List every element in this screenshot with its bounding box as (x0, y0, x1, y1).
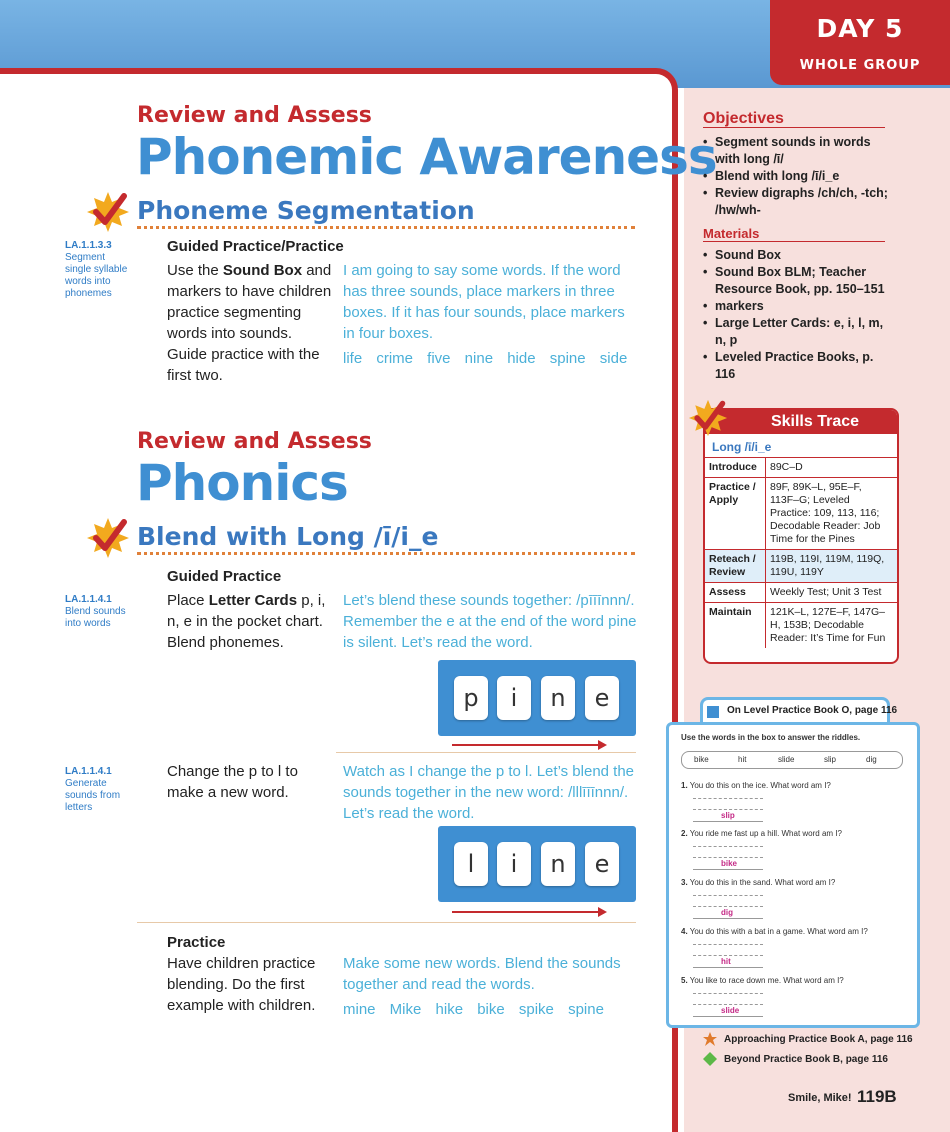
word-list: life crime five nine hide spine side (343, 350, 628, 367)
list-item: • markers (703, 298, 895, 315)
list-item: • Sound Box BLM; Teacher Resource Book, pp. 150–151 (703, 264, 895, 298)
list-item: • Sound Box (703, 247, 895, 264)
skills-trace-box (703, 408, 899, 664)
star-icon (703, 1032, 717, 1046)
practice-book-page (666, 722, 920, 1028)
letter-card: n (541, 676, 575, 720)
divider (336, 752, 636, 753)
dotted-divider (137, 552, 635, 555)
standard-note: LA.1.1.4.1 Generate sounds from letters (65, 766, 121, 813)
day-label: DAY 5 (816, 14, 904, 43)
practice-label: Guided Practice (167, 568, 282, 585)
checkmark-icon (86, 516, 130, 560)
section-title: Phonics (136, 454, 348, 512)
list-item: • Review digraphs /ch/ch, -tch; /hw/wh- (703, 185, 893, 219)
practice-instructions: Use the words in the box to answer the riddles. (681, 733, 861, 742)
instruction-text: Place Letter Cards p, i, n, e in the pocket chart. Blend phonemes. (167, 592, 326, 651)
materials-title: Materials (703, 226, 760, 241)
riddle-answer: slide (721, 1006, 740, 1015)
teacher-script: Watch as I change the p to l. Let’s blend the sounds together in the new word: /lllīīīnnn/. Let’s read the word. (343, 763, 635, 822)
diamond-icon (703, 1052, 717, 1066)
standard-text: Segment single syllable words into phonemes (65, 252, 128, 299)
riddle-answer: dig (721, 908, 733, 917)
instruction-text: Have children practice blending. Do the first example with children. (167, 955, 316, 1014)
divider (703, 127, 885, 128)
standard-note (65, 240, 131, 300)
word-bank-item: dig (866, 755, 877, 764)
table-row: Reteach / Review 119B, 119I, 119M, 119Q, 119U, 119Y (705, 550, 897, 583)
teacher-script: Make some new words. Blend the sounds together and read the words. (343, 955, 621, 993)
word-bank (681, 751, 903, 769)
riddle-item: 2. You ride me fast up a hill. What word am I? (681, 829, 842, 838)
arrow-head-icon (598, 907, 607, 917)
objectives-title: Objectives (703, 110, 784, 127)
section-title: Phonemic Awareness (136, 128, 717, 186)
story-title: Smile, Mike! (788, 1092, 852, 1104)
book-icon (707, 706, 719, 718)
teacher-script: Let’s blend these sounds together: /pīīīnnn/. Remember the e at the end of the word pine is silent. Let’s read the word. (343, 592, 637, 651)
letter-card: p (454, 676, 488, 720)
table-row: Introduce 89C–D (705, 458, 897, 478)
arrow-head-icon (598, 740, 607, 750)
table-row: Practice / Apply 89F, 89K–L, 95E–F, 113F–G; Leveled Practice: 109, 113, 116; Decodable Reader: Job Time for the Pines (705, 478, 897, 550)
approaching-note: Approaching Practice Book A, page 116 (724, 1034, 913, 1045)
day-tab (770, 0, 950, 85)
skills-trace-title: Skills Trace (705, 410, 897, 434)
divider (703, 241, 885, 242)
riddle-item: 5. You like to race down me. What word am I? (681, 976, 844, 985)
letter-card: e (585, 676, 619, 720)
list-item: • Large Letter Cards: e, i, l, m, n, p (703, 315, 895, 349)
objectives-list (703, 134, 893, 219)
list-item: • Leveled Practice Books, p. 116 (703, 349, 895, 383)
letter-card: l (454, 842, 488, 886)
dotted-divider (137, 226, 635, 229)
letter-card: e (585, 842, 619, 886)
group-label: WHOLE GROUP (799, 58, 921, 73)
riddle-item: 1. You do this on the ice. What word am I? (681, 781, 831, 790)
riddle-answer: slip (721, 811, 735, 820)
section-tag: Review and Assess (137, 103, 372, 128)
checkmark-icon (688, 398, 728, 438)
skills-trace-table (705, 457, 897, 648)
instruction-text: Change the p to l to make a new word. (167, 763, 298, 801)
teacher-script: I am going to say some words. If the word has three sounds, place markers in three boxes. If it has four sounds, place markers in four boxes. (343, 262, 625, 342)
word-bank-item: bike (694, 755, 709, 764)
word-bank-item: hit (738, 755, 747, 764)
riddle-answer: bike (721, 859, 738, 868)
blend-arrow (452, 911, 598, 913)
checkmark-icon (86, 190, 130, 234)
practice-label: Guided Practice/Practice (167, 238, 344, 255)
section-subhead: Phoneme Segmentation (137, 196, 475, 225)
standard-note: LA.1.1.4.1 Blend sounds into words (65, 594, 126, 629)
word-bank-item: slip (824, 755, 837, 764)
list-item: • Segment sounds in words with long /ī/ (703, 134, 893, 168)
word-list: mine Mike hike bike spike spine (343, 1001, 604, 1018)
beyond-note: Beyond Practice Book B, page 116 (724, 1054, 888, 1065)
letter-card: i (497, 842, 531, 886)
word-bank-item: slide (778, 755, 795, 764)
practice-label: Practice (167, 934, 226, 951)
section-subhead: Blend with Long /ī/i_e (137, 522, 439, 551)
section-tag: Review and Assess (137, 429, 372, 454)
pocket-chart (438, 660, 636, 736)
pocket-chart (438, 826, 636, 902)
practice-book-title: On Level Practice Book O, page 116 (727, 705, 898, 716)
riddle-item: 3. You do this in the sand. What word am I? (681, 878, 836, 887)
instruction-text: Use the Sound Box and markers to have children practice segmenting words into sounds. Guide practice with the first two. (167, 262, 332, 384)
blend-arrow (452, 744, 598, 746)
skills-trace-subtitle: Long /ī/i_e (712, 440, 772, 454)
page-number: 119B (857, 1087, 897, 1106)
materials-list (703, 247, 895, 383)
table-row: Assess Weekly Test; Unit 3 Test (705, 583, 897, 603)
riddle-item: 4. You do this with a bat in a game. What word am I? (681, 927, 868, 936)
standard-code: LA.1.1.3.3 (65, 240, 112, 251)
divider (137, 922, 636, 923)
letter-card: n (541, 842, 575, 886)
table-row: Maintain 121K–L, 127E–F, 147G–H, 153B; Decodable Reader: It’s Time for Fun (705, 603, 897, 649)
riddle-answer: hit (721, 957, 731, 966)
letter-card: i (497, 676, 531, 720)
list-item: • Blend with long /ī/i_e (703, 168, 893, 185)
